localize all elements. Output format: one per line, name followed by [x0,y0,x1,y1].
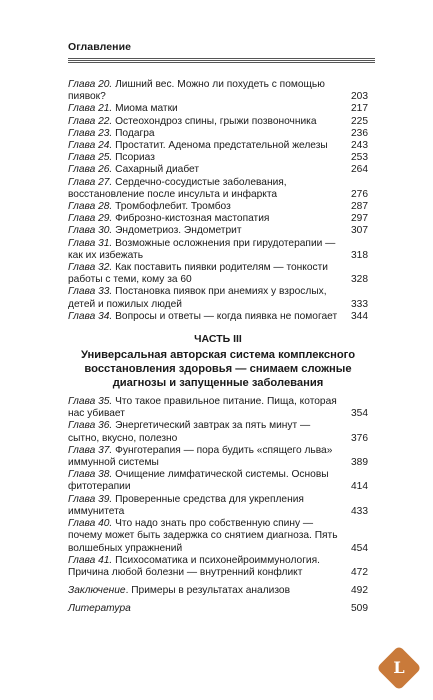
toc-entry[interactable] [68,494,368,518]
toc-entry[interactable] [68,140,368,152]
chapter-title: Что надо знать про собственную спину — почему может быть задержка со снятием диагноза. Пять волшебных упражнений [68,518,338,554]
toc-entry-text-block [68,79,342,103]
part-number: ЧАСТЬ III [194,333,242,346]
toc-entry-text-block [68,311,342,323]
toc-entry-text-block [68,116,342,128]
chapter-label: Глава 32. [68,262,113,274]
chapter-label: Глава 30. [68,225,113,237]
page-number: 433 [351,505,368,517]
chapter-subtitle: Причина любой болезни — внутренний конфликт [68,566,303,578]
toc-entry[interactable] [68,79,368,103]
toc-entry[interactable] [68,396,368,420]
page-number: 225 [351,115,368,127]
toc-entry-text-block [68,286,342,310]
chapter-label: Глава 40. [68,518,113,530]
chapter-label: Глава 35. [68,396,113,408]
toc-entry[interactable] [68,116,368,128]
header-rule [68,58,375,64]
chapter-label: Глава 24. [68,140,113,152]
chapter-title: Как поставить пиявки родителям — тонкости работы с теми, кому за 60 [68,262,328,286]
chapter-label: Глава 22. [68,115,113,127]
page-number: 328 [351,274,368,286]
toc-entry-text-block [68,518,342,555]
literature-page: 509 [351,603,368,615]
chapter-label: Глава 34. [68,310,113,322]
chapter-label: Глава 27. [68,176,113,188]
toc-entry[interactable] [68,238,368,262]
chapter-title: Остеохондроз спины, грыжи позвоночника [115,115,317,127]
chapter-label: Глава 41. [68,554,113,566]
chapter-label: Глава 20. [68,79,113,90]
toc-entry[interactable] [68,152,368,164]
toc-entry-text-block [68,445,342,469]
toc-entry-text-block [68,177,342,201]
chapter-title: Вопросы и ответы — когда пиявка не помогает [115,310,338,322]
toc-entry-text-block [68,201,342,213]
chapter-title: Псориаз [115,152,155,164]
page-number: 454 [351,542,368,554]
toc-entry-conclusion[interactable] [68,585,368,597]
table-of-contents [68,79,368,616]
chapter-label: Глава 33. [68,286,113,298]
toc-entry[interactable] [68,555,368,579]
page-number: 236 [351,127,368,139]
toc-entry-text-block [68,238,342,262]
toc-entry-text-block [68,152,342,164]
toc-entry[interactable] [68,469,368,493]
page-number: 276 [351,188,368,200]
chapter-title: Сахарный диабет [115,164,200,176]
page-number: 203 [351,91,368,103]
toc-entry-literature[interactable] [68,603,368,615]
conclusion-label: Заключение [68,585,126,597]
chapter-title: Лишний вес. Можно ли похудеть с помощью пиявок? [68,79,325,103]
toc-entry[interactable] [68,518,368,555]
chapter-label: Глава 21. [68,103,113,115]
chapter-title: Возможные осложнения при гирудотерапии — как их избежать [68,237,336,261]
toc-entry[interactable] [68,201,368,213]
chapter-label: Глава 25. [68,152,113,164]
chapter-title: Фиброзно-кистозная мастопатия [115,213,270,225]
chapter-label: Глава 28. [68,201,113,213]
toc-entry[interactable] [68,262,368,286]
toc-entry-text-block [68,262,342,286]
chapter-title: Миома матки [115,103,178,115]
toc-entry[interactable] [68,177,368,201]
page-number: 318 [351,249,368,261]
chapter-title: Очищение лимфатической системы. Основы фитотерапии [68,469,329,493]
page-number: 253 [351,152,368,164]
chapter-title: Постановка пиявок при анемиях у взрослых, детей и пожилых людей [68,286,327,310]
page-number: 472 [351,566,368,578]
chapter-title: Фунготерапия — пора будить «спящего льва» иммунной системы [68,444,333,469]
page-number: 414 [351,481,368,493]
chapter-title: Простатит. Аденома предстательной железы [115,140,328,152]
toc-entry-text-block [68,140,342,152]
page-number: 344 [351,310,368,322]
toc-entry[interactable] [68,311,368,323]
chapter-label: Глава 39. [68,493,113,505]
literature-label: Литература [68,603,131,615]
toc-entry[interactable] [68,225,368,237]
page-number: 264 [351,164,368,176]
toc-entry-text-block [68,555,342,579]
publisher-logo-letter: L [393,658,405,677]
chapter-title: Эндометриоз. Эндометрит [115,225,242,237]
page-number: 389 [351,457,368,469]
chapter-title: Психосоматика и психонейроиммунология. [115,554,320,566]
chapter-label: Глава 37. [68,444,113,456]
chapter-title: Подагра [115,127,155,139]
chapter-title: Энергетический завтрак за пять минут — сытно, вкусно, полезно [68,420,311,444]
page-number: 376 [351,432,368,444]
chapter-title: Что такое правильное питание. Пища, которая нас убивает [68,396,337,420]
toc-entry[interactable] [68,128,368,140]
toc-list-part-iii [68,396,368,579]
toc-entry-text-block [68,213,342,225]
conclusion-page: 492 [351,585,368,597]
toc-entry[interactable] [68,213,368,225]
page-number: 217 [351,103,368,115]
conclusion-text: . Примеры в результатах анализов [125,585,290,597]
toc-entry-text-block [68,225,342,237]
part-title: Универсальная авторская система комплексного восстановления здоровья — снимаем сложные диагнозы и запущенные заболевания [80,349,356,390]
chapter-title: Проверенные средства для укрепления иммунитета [68,493,304,517]
chapter-title: Сердечно-сосудистые заболевания, восстановление после инсульта и инфаркта [68,176,287,200]
toc-entry-text-block [68,494,342,518]
toc-entry-text-block [68,164,342,176]
toc-list-part-ii [68,79,368,323]
page-number: 354 [351,408,368,420]
publisher-logo [376,645,421,690]
page-number: 243 [351,140,368,152]
toc-entry[interactable] [68,164,368,176]
page-number: 297 [351,213,368,225]
chapter-title: Тромбофлебит. Тромбоз [115,201,231,213]
toc-entry-text-block [68,420,342,444]
toc-entry-text-block [68,128,342,140]
page-number: 307 [351,225,368,237]
chapter-label: Глава 29. [68,213,113,225]
page-number: 333 [351,298,368,310]
chapter-label: Глава 23. [68,127,113,139]
toc-entry[interactable] [68,103,368,115]
toc-entry-text-block [68,396,342,420]
section-header: Оглавление [68,41,132,53]
toc-entry-text-block [68,103,342,115]
toc-entry[interactable] [68,286,368,310]
chapter-label: Глава 38. [68,469,113,481]
page-number: 287 [351,201,368,213]
toc-entry[interactable] [68,445,368,469]
chapter-label: Глава 31. [68,237,113,249]
toc-entry-text-block [68,469,342,493]
toc-entry[interactable] [68,420,368,444]
chapter-label: Глава 26. [68,164,113,176]
chapter-label: Глава 36. [68,420,113,432]
